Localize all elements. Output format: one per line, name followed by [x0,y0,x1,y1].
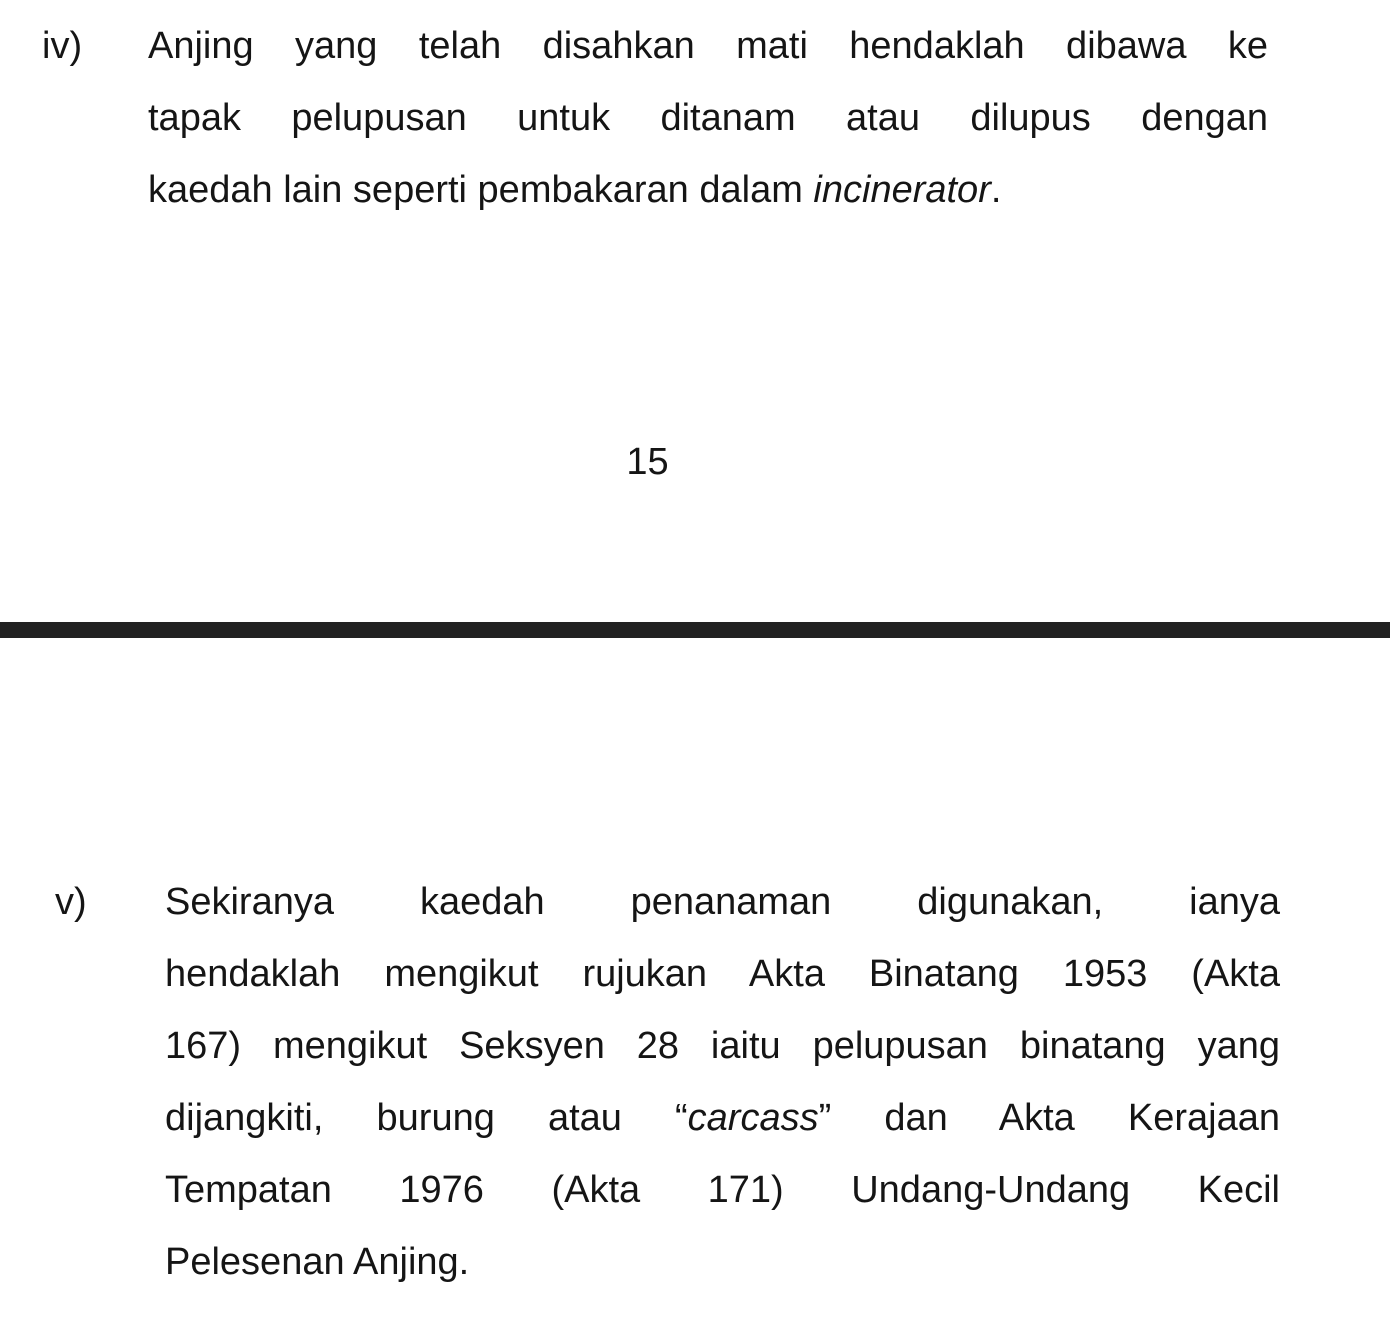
item-marker: v) [55,881,87,923]
text-line: 167) mengikut Seksyen 28 iaitu pelupusan binatang yang [165,1025,1280,1067]
item-text [148,10,1268,226]
text-line: hendaklah mengikut rujukan Akta Binatang 1953 (Akta [165,953,1280,995]
item-text [165,866,1280,1298]
upper-page [0,0,1390,622]
text-line: Anjing yang telah disahkan mati hendaklah dibawa ke [148,25,1268,67]
text-line: Tempatan 1976 (Akta 171) Undang-Undang Kecil [165,1169,1280,1211]
page-divider [0,622,1390,638]
italic-term: carcass [687,1097,819,1139]
lower-page [0,638,1390,1322]
item-marker: iv) [42,25,83,67]
text-line: Pelesenan Anjing. [165,1241,470,1283]
text-segment: dijangkiti, burung atau “ [165,1097,688,1139]
text-segment: . [990,169,1002,211]
text-line: Sekiranya kaedah penanaman digunakan, ianya [165,881,1280,923]
text-line [165,1082,1280,1154]
page-number: 15 [626,441,669,483]
text-line [148,154,1268,226]
text-line: tapak pelupusan untuk ditanam atau dilupus dengan [148,97,1268,139]
text-segment: ” dan Akta Kerajaan [818,1097,1281,1139]
italic-term: incinerator [813,169,991,211]
text-segment: kaedah lain seperti pembakaran dalam [148,169,814,211]
